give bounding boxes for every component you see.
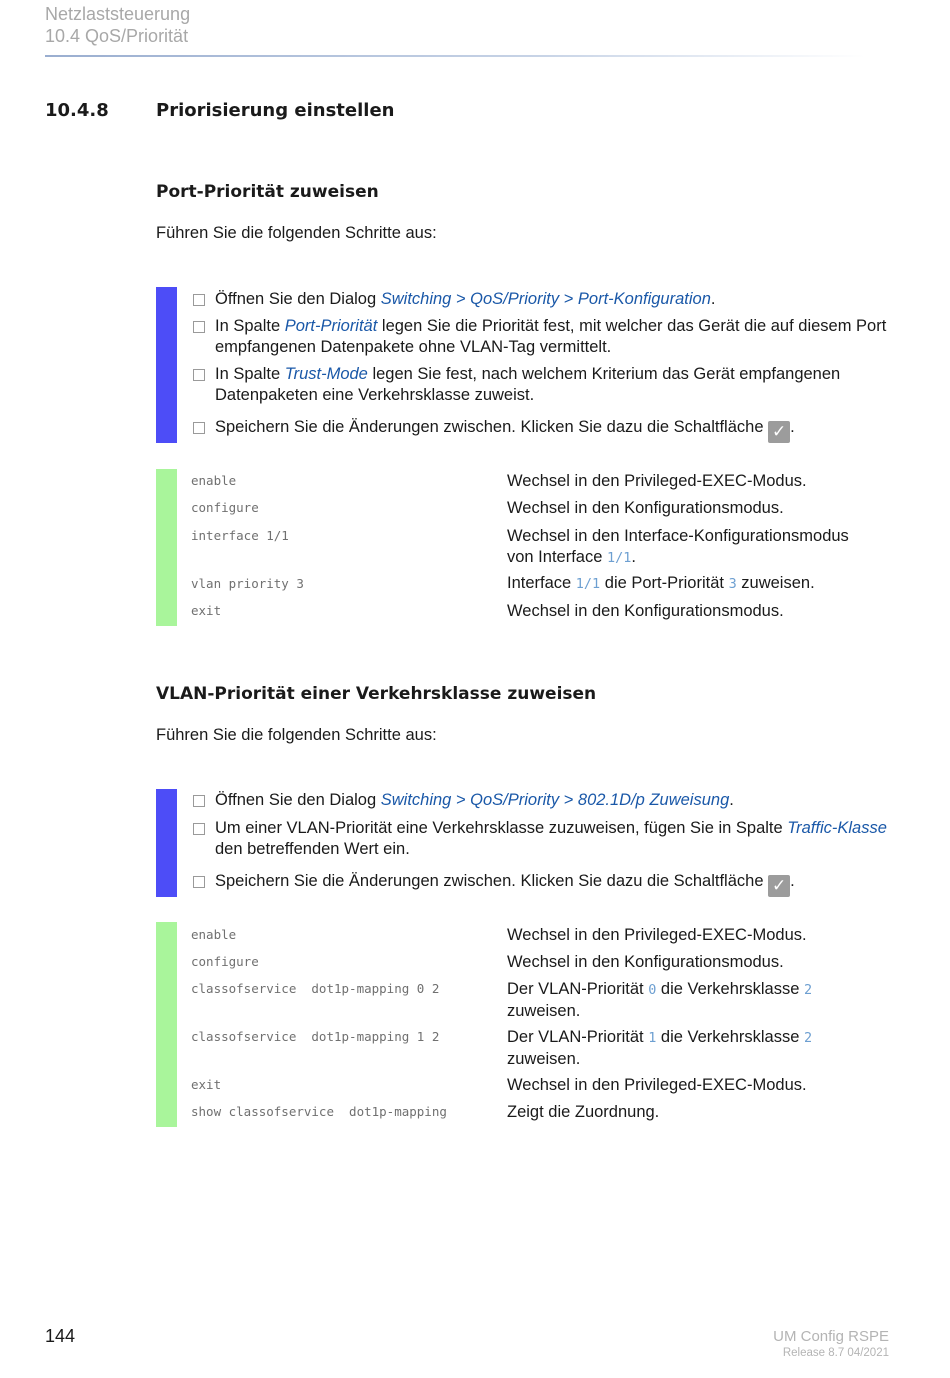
cli-command: exit — [191, 1077, 222, 1092]
instruction-step: Öffnen Sie den Dialog Switching > QoS/Priority > Port-Konfiguration. — [193, 289, 893, 310]
cli-description: Wechsel in den Privileged-EXEC-Modus. — [507, 472, 807, 490]
intro-text: Führen Sie die folgenden Schritte aus: — [156, 224, 437, 242]
checkbox-icon — [193, 369, 205, 381]
cli-description: Wechsel in den Konfigurationsmodus. — [507, 602, 784, 620]
cli-description: Wechsel in den Privileged-EXEC-Modus. — [507, 1076, 807, 1094]
running-header-section: 10.4 QoS/Priorität — [45, 26, 189, 46]
cli-command: enable — [191, 473, 237, 488]
instruction-marker-bar — [156, 789, 177, 897]
cli-command: classofservice dot1p-mapping 1 2 — [191, 1029, 440, 1044]
section-title: Priorisierung einstellen — [156, 100, 395, 121]
cli-description: Der VLAN-Priorität 1 die Verkehrsklasse 2 zuweisen. — [507, 1028, 813, 1068]
instruction-step: Speichern Sie die Änderungen zwischen. Klicken Sie dazu die Schaltfläche ✓ . — [193, 871, 893, 897]
cli-command: enable — [191, 927, 237, 942]
checkbox-icon — [193, 294, 205, 306]
instruction-step: Öffnen Sie den Dialog Switching > QoS/Priority > 802.1D/p Zuweisung. — [193, 790, 893, 811]
checkbox-icon — [193, 795, 205, 807]
cli-command: configure — [191, 954, 259, 969]
subsection-title-port-priority: Port-Priorität zuweisen — [156, 182, 379, 202]
cli-description: Zeigt die Zuordnung. — [507, 1103, 660, 1121]
cli-command: exit — [191, 603, 222, 618]
cli-description: Interface 1/1 die Port-Priorität 3 zuweisen. — [507, 574, 815, 592]
footer-document-title: UM Config RSPE — [773, 1328, 889, 1345]
checkmark-button-icon: ✓ — [768, 421, 790, 443]
page-number: 144 — [45, 1326, 76, 1346]
cli-marker-bar — [156, 922, 177, 1127]
cli-description: Wechsel in den Konfigurationsmodus. — [507, 953, 784, 971]
column-name-link: Traffic-Klasse — [787, 819, 887, 837]
section-number: 10.4.8 — [45, 100, 109, 121]
cli-command: vlan priority 3 — [191, 576, 304, 591]
checkbox-icon — [193, 321, 205, 333]
subsection-title-vlan-priority: VLAN-Priorität einer Verkehrsklasse zuweisen — [156, 684, 597, 704]
cli-marker-bar — [156, 469, 177, 626]
cli-command: classofservice dot1p-mapping 0 2 — [191, 981, 440, 996]
menu-path-link: Switching > QoS/Priority > 802.1D/p Zuweisung — [380, 791, 730, 809]
menu-path-link: Switching > QoS/Priority > Port-Konfiguration — [380, 290, 711, 308]
instruction-step: Speichern Sie die Änderungen zwischen. Klicken Sie dazu die Schaltfläche ✓ . — [193, 417, 893, 443]
cli-command: interface 1/1 — [191, 528, 289, 543]
checkbox-icon — [193, 823, 205, 835]
checkbox-icon — [193, 876, 205, 888]
intro-text: Führen Sie die folgenden Schritte aus: — [156, 726, 437, 744]
cli-description: Wechsel in den Privileged-EXEC-Modus. — [507, 926, 807, 944]
cli-command: show classofservice dot1p-mapping — [191, 1104, 447, 1119]
header-divider — [45, 55, 865, 57]
instruction-marker-bar — [156, 287, 177, 443]
checkbox-icon — [193, 422, 205, 434]
column-name-link: Port-Priorität — [284, 317, 378, 335]
column-name-link: Trust-Mode — [284, 365, 368, 383]
footer-release: Release 8.7 04/2021 — [782, 1347, 889, 1359]
cli-description: Wechsel in den Interface-Konfigurationsmodus von Interface 1/1. — [507, 527, 849, 566]
instruction-step: In Spalte Port-Priorität legen Sie die Priorität fest, mit welcher das Gerät die auf diesem Port empfangenen Datenpakete ohne VLAN-Tag vermittelt. — [193, 316, 893, 358]
checkmark-button-icon: ✓ — [768, 875, 790, 897]
running-header-chapter: Netzlaststeuerung — [45, 4, 191, 24]
instruction-step: Um einer VLAN-Priorität eine Verkehrsklasse zuzuweisen, fügen Sie in Spalte Traffic-Klasse den betreffenden Wert ein. — [193, 818, 893, 860]
cli-description: Wechsel in den Konfigurationsmodus. — [507, 499, 784, 517]
cli-command: configure — [191, 500, 259, 515]
cli-description: Der VLAN-Priorität 0 die Verkehrsklasse 2 zuweisen. — [507, 980, 813, 1020]
instruction-step: In Spalte Trust-Mode legen Sie fest, nach welchem Kriterium das Gerät empfangenen Datenpaketen eine Verkehrsklasse zuweist. — [193, 364, 893, 406]
